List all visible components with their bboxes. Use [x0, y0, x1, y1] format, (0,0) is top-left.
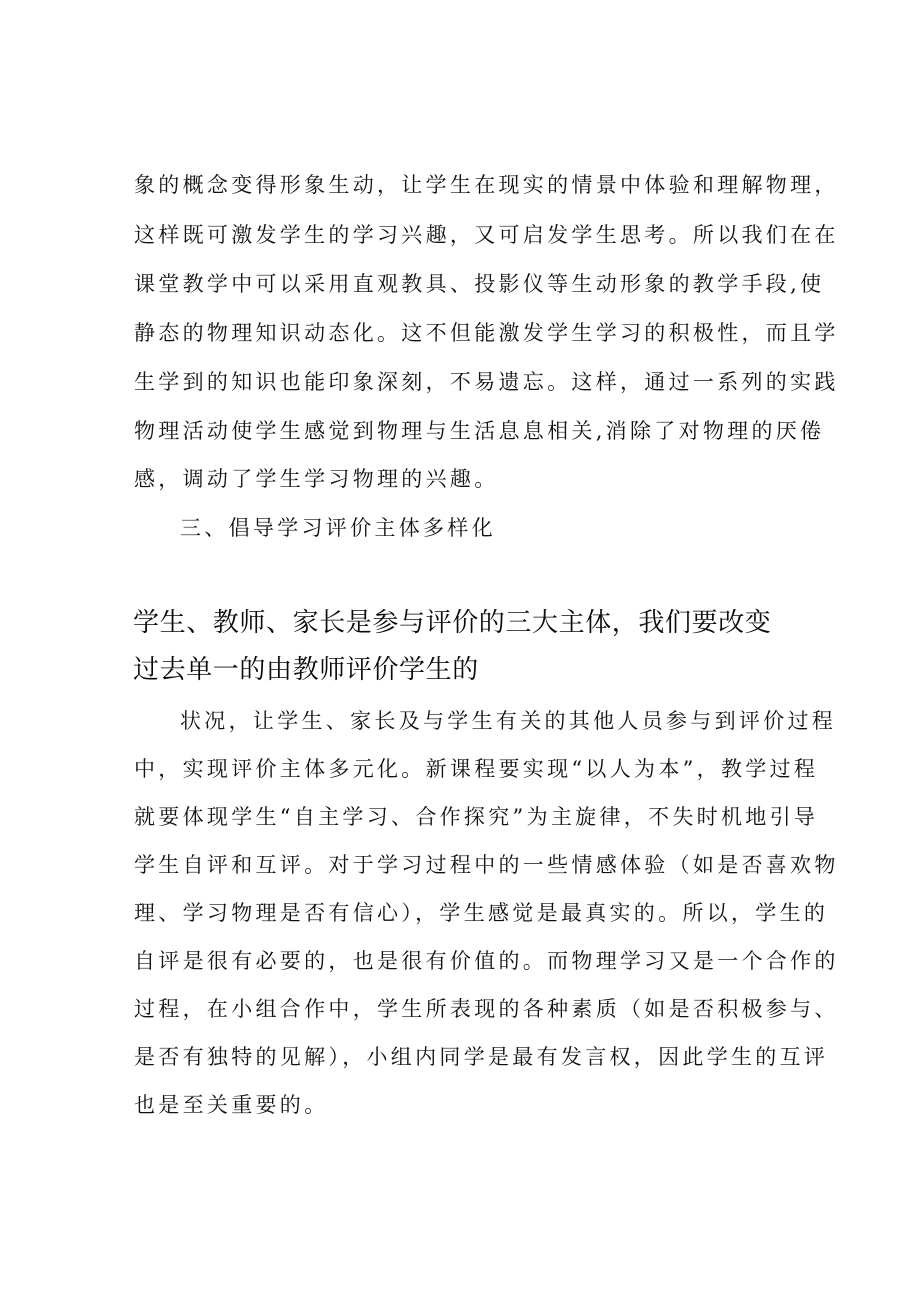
paragraph-2-line-6: 自评是很有必要的，也是很有价值的。而物理学习又是一个合作的	[134, 949, 839, 973]
main-heading-line-1: 学生、教师、家长是参与评价的三大主体，我们要改变	[133, 608, 772, 638]
paragraph-2-line-1: 状况，让学生、家长及与学生有关的其他人员参与到评价过程	[180, 709, 837, 733]
paragraph-1-line-3: 课堂教学中可以采用直观教具、投影仪等生动形象的教学手段,使	[134, 272, 825, 296]
paragraph-1-line-5: 生学到的知识也能印象深刻，不易遗忘。这样，通过一系列的实践	[134, 370, 839, 394]
main-heading-line-2: 过去单一的由教师评价学生的	[133, 655, 479, 685]
paragraph-2-line-2: 中，实现评价主体多元化。新课程要实现“以人为本”，教学过程	[134, 757, 819, 781]
paragraph-2-line-8: 是否有独特的见解），小组内同学是最有发言权，因此学生的互评	[134, 1045, 829, 1069]
paragraph-1-line-6: 物理活动使学生感觉到物理与生活息息相关,消除了对物理的厌倦	[134, 419, 825, 443]
paragraph-1-line-7: 感，调动了学生学习物理的兴趣。	[134, 467, 499, 491]
paragraph-2-line-3: 就要体现学生“自主学习、合作探究”为主旋律，不失时机地引导	[134, 805, 819, 829]
paragraph-1-line-2: 这样既可激发学生的学习兴趣，又可启发学生思考。所以我们在在	[134, 223, 839, 247]
paragraph-2-line-9: 也是至关重要的。	[134, 1093, 329, 1117]
paragraph-1-line-1: 象的概念变得形象生动，让学生在现实的情景中体验和理解物理，	[134, 173, 839, 197]
paragraph-2-line-5: 理、学习物理是否有信心），学生感觉是最真实的。所以，学生的	[134, 901, 829, 925]
paragraph-2-line-7: 过程，在小组合作中，学生所表现的各种素质（如是否积极参与、	[134, 997, 839, 1021]
paragraph-2-line-4: 学生自评和互评。对于学习过程中的一些情感体验（如是否喜欢物	[134, 853, 839, 877]
section-heading: 三、倡导学习评价主体多样化	[180, 516, 496, 540]
paragraph-1-line-4: 静态的物理知识动态化。这不但能激发学生学习的积极性，而且学	[134, 321, 839, 345]
